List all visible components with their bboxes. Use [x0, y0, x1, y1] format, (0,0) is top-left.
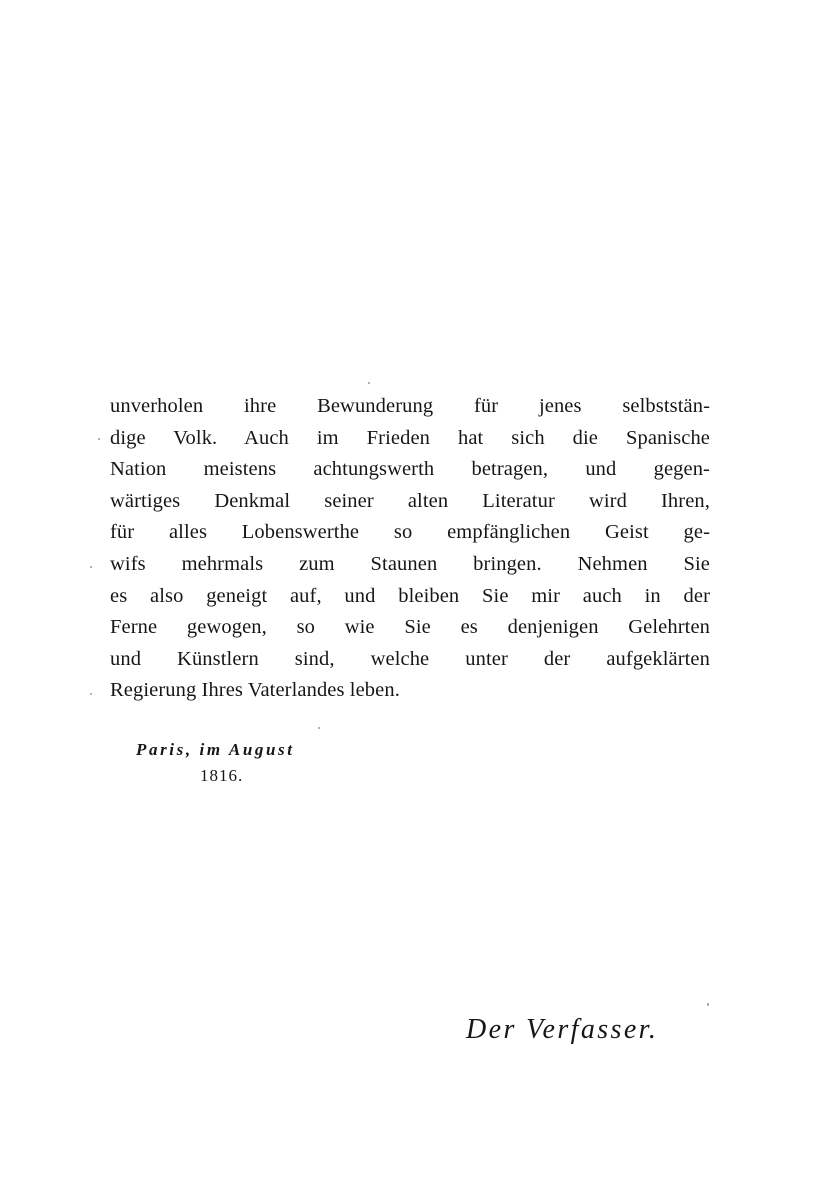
- dedication-text: [110, 391, 710, 707]
- year: 1816.: [200, 766, 244, 785]
- text-line: es also geneigt auf, und bleiben Sie mir auch in der: [110, 584, 710, 607]
- print-speck: [90, 566, 92, 568]
- text-line: wärtiges Denkmal seiner alten Literatur wird Ihren,: [110, 489, 710, 512]
- text-line: Regierung Ihres Vaterlandes leben.: [110, 679, 400, 702]
- text-line: Ferne gewogen, so wie Sie es denjenigen Gelehrten: [110, 616, 710, 639]
- text-line: unverholen ihre Bewunderung für jenes selbststän-: [110, 395, 710, 417]
- text-line: für alles Lobenswerthe so empfänglichen Geist ge-: [110, 521, 710, 544]
- print-speck: [707, 1003, 709, 1006]
- place-and-month: Paris, im August: [136, 740, 295, 759]
- print-speck: [90, 693, 92, 695]
- author-signature: Der Verfasser.: [466, 1014, 659, 1045]
- text-line: und Künstlern sind, welche unter der aufgeklärten: [110, 647, 710, 670]
- print-speck: [318, 727, 320, 729]
- print-speck: [368, 382, 370, 384]
- print-speck: [98, 438, 100, 440]
- text-line: dige Volk. Auch im Frieden hat sich die Spanische: [110, 426, 710, 449]
- dateline: [136, 737, 376, 789]
- text-line: Nation meistens achtungswerth betragen, und gegen-: [110, 458, 710, 481]
- text-line: wifs mehrmals zum Staunen bringen. Nehmen Sie: [110, 552, 710, 575]
